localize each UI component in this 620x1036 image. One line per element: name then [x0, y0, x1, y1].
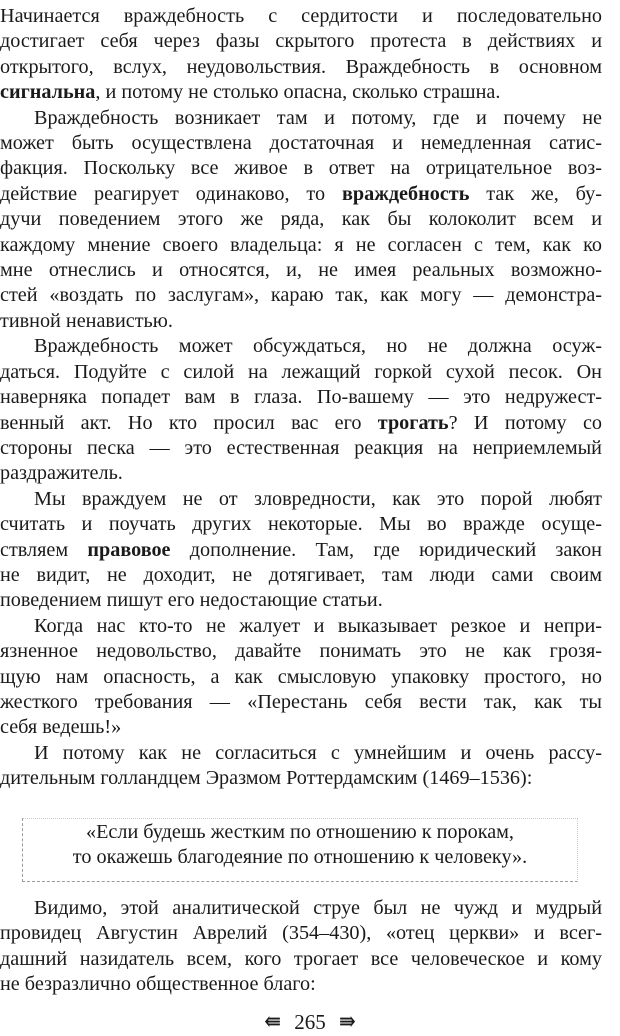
paragraph — [0, 614, 602, 741]
text-line — [0, 106, 602, 131]
text-line — [0, 258, 602, 283]
closing-line-2: провидец Августин Аврелий (354–430), «отец церкви» и всег- — [0, 922, 602, 945]
text-line — [0, 4, 602, 29]
text-segment: Враждебность возникает там и потому, где и почему не — [34, 106, 602, 129]
paragraph — [0, 487, 602, 614]
text-line — [0, 766, 602, 791]
text-segment: стей «воздать по заслугам», караю так, как могу — демонстра- — [0, 284, 602, 307]
paragraph — [0, 4, 602, 106]
text-segment: ствляем — [0, 538, 88, 561]
text-segment: , и потому не столько опасна, сколько страшна. — [95, 81, 501, 104]
page-number: 265 — [294, 1010, 326, 1034]
closing-line-4: не безразлично общественное благо: — [0, 973, 316, 996]
paragraph — [0, 106, 602, 335]
text-line — [0, 563, 602, 588]
bold-term: враждебность — [341, 182, 470, 205]
text-segment: ? И потому со — [448, 411, 602, 434]
text-segment: так же, бу- — [469, 182, 602, 205]
text-line — [0, 385, 602, 410]
text-line — [0, 715, 602, 740]
bold-term: правовое — [87, 538, 171, 561]
text-segment: поведением пишут его недостающие статьи. — [0, 589, 383, 612]
closing-line-1: Видимо, этой аналитической струе был не чужд и мудрый — [34, 897, 602, 919]
text-line — [0, 665, 602, 690]
text-line — [0, 436, 602, 461]
text-segment: дучи поведением этого же ряда, как бы колоколит всем и — [0, 208, 602, 231]
text-line — [0, 309, 602, 334]
text-line — [0, 411, 602, 436]
text-line — [0, 156, 602, 181]
text-line — [0, 741, 602, 766]
text-segment: себя ведешь!» — [0, 716, 122, 739]
text-line — [0, 233, 602, 258]
page-footer — [0, 1010, 620, 1034]
text-segment: венный акт. Но кто просил вас его — [0, 411, 378, 434]
text-segment: каждому мнение своего владельца: я не согласен с тем, как ко — [0, 233, 602, 256]
text-segment: факция. Поскольку все живое в ответ на отрицательное воз- — [0, 157, 602, 180]
text-segment: мне отнеслись и относятся, и, не имея реальных возможно- — [0, 259, 602, 282]
text-line — [0, 614, 602, 639]
closing-line-3: дашний назидатель всем, кого трогает все человеческое и кому — [0, 947, 602, 970]
text-segment: дополнение. Там, где юридический закон — [170, 538, 602, 561]
text-line — [0, 512, 602, 537]
bold-term: трогать — [377, 411, 449, 434]
paragraph — [0, 334, 602, 486]
text-segment: И потому как не согласиться с умнейшим и очень рассу- — [34, 741, 602, 764]
text-line — [0, 182, 602, 207]
text-line — [0, 55, 602, 80]
text-line — [0, 588, 602, 613]
text-segment: не видит, не доходит, не дотягивает, там люди сами своим — [0, 563, 602, 586]
text-line — [0, 283, 602, 308]
right-arrow-icon: ⇛ — [339, 1011, 356, 1033]
erasmus-quote — [30, 820, 570, 871]
text-segment: Мы враждуем не от зловредности, как это порой любят — [34, 487, 602, 510]
text-segment: язненное недовольство, давайте понимать это не как грозя- — [0, 640, 602, 663]
text-segment: тивной ненавистью. — [0, 309, 173, 332]
text-line — [0, 207, 602, 232]
text-line — [0, 690, 602, 715]
paragraph — [0, 741, 602, 792]
text-segment: Враждебность может обсуждаться, но не должна осуж- — [34, 335, 602, 358]
text-line — [0, 80, 602, 105]
text-segment: наверняка попадет вам в глаза. По-вашему — это недружест- — [0, 386, 602, 409]
body-text — [0, 4, 602, 792]
text-line — [0, 538, 602, 563]
text-line — [0, 360, 602, 385]
text-line — [0, 334, 602, 359]
text-segment: щую нам опасность, а как смысловую упаковку простого, но — [0, 665, 602, 688]
text-segment: считать и поучать других некоторые. Мы во вражде осуще- — [0, 513, 602, 536]
text-line — [0, 461, 602, 486]
text-segment: достигает себя через фазы скрытого протеста в действиях и — [0, 30, 602, 53]
text-segment: действие реагирует одинаково, то — [0, 182, 342, 205]
text-line — [0, 487, 602, 512]
text-segment: раздражитель. — [0, 462, 123, 485]
quote-line-1: «Если будешь жестким по отношению к порокам, — [86, 821, 514, 843]
quote-line-2: то окажешь благодеяние по отношению к человеку». — [72, 846, 528, 869]
text-segment: жесткого требования — «Перестань себя вести так, как ты — [0, 690, 602, 713]
text-line — [0, 639, 602, 664]
bold-term: сигнальна — [0, 81, 96, 104]
text-segment: стороны песка — это естественная реакция на неприемлемый — [0, 436, 602, 459]
text-segment: может быть осуществлена достаточная и немедленная сатис- — [0, 132, 602, 155]
text-line — [0, 131, 602, 156]
closing-paragraph — [0, 896, 602, 998]
text-segment: Начинается враждебность с сердитости и последовательно — [0, 5, 602, 27]
text-segment: открытого, вслух, неудовольствия. Враждебность в основном — [0, 55, 602, 78]
text-segment: Когда нас кто-то не жалует и выказывает резкое и непри- — [34, 614, 602, 637]
left-arrow-icon: ⇚ — [264, 1011, 281, 1033]
text-segment: дительным голландцем Эразмом Роттердамским (1469–1536): — [0, 767, 533, 790]
text-line — [0, 29, 602, 54]
text-segment: даться. Подуйте с силой на лежащий горкой сухой песок. Он — [0, 360, 602, 383]
